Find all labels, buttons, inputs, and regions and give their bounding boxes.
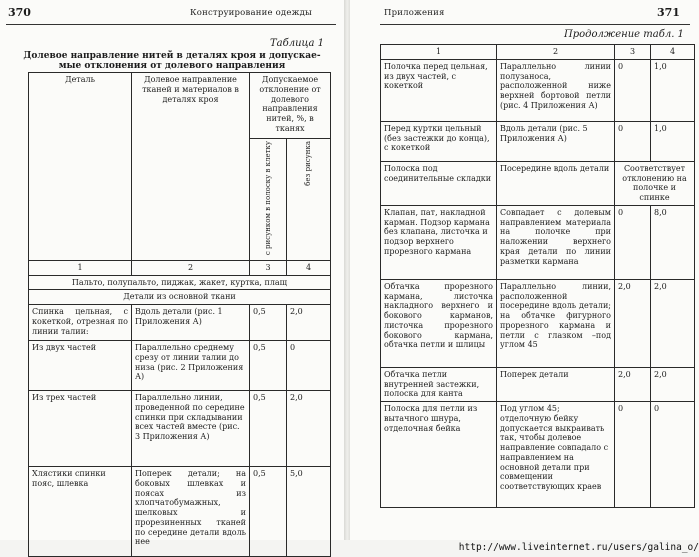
left-table: [28, 72, 331, 557]
table-row: Из трех частей Параллельно линии, проведенной по середине спинки при складывании всех частей вместе (рис. 3 Приложения А) 0,5 2,0: [29, 391, 331, 467]
table-row: Перед куртки цельный (без застежки до конца), с кокеткой Вдоль детали (рис. 5 Приложения А) 0 1,0: [381, 121, 695, 161]
col-number-1: 1: [381, 45, 497, 60]
right-page-number: 371: [657, 6, 680, 19]
table-title-line-2: мые отклонения от долевого направления: [58, 61, 286, 72]
col-number-3: 3: [615, 45, 651, 60]
left-running-head: Конструирование одежды: [190, 8, 313, 18]
left-header-rule: [6, 24, 336, 25]
table-row: Полоска для петли из вытачного шнура, отделочная бейка Под углом 45; отделочную бейку допускается выкраивать так, чтобы долевое направление совпадало с направлением на основной детали при совмещении соответствующих краев 0 0: [381, 402, 695, 508]
source-watermark-url: http://www.liveinternet.ru/users/galina_o/: [458, 542, 699, 553]
col-number-3: 3: [250, 260, 287, 275]
col-number-2: 2: [497, 45, 615, 60]
table-row: Клапан, пат, накладной карман. Подзор кармана без клапана, листочка и подзор верхнего прорезного кармана Совпадает с долевым направлением материала на полочке при наложении верхнего края детали по линии разметки кармана 0 8,0: [381, 205, 695, 279]
section-title: Пальто, полупальто, пиджак, жакет, куртка, плащ: [29, 275, 331, 290]
table-row: Полоска под соединительные складки Посередине вдоль детали Соответствует отклонению на полочке и спинке: [381, 161, 695, 205]
table-row: Обтачка петли внутренней застежки, полоска для канта Поперек детали 2,0 2,0: [381, 367, 695, 401]
subsection-title: Детали из основной ткани: [29, 290, 331, 305]
table-row: Хлястики спинки пояс, шлевка Поперек детали; на боковых шлевках и поясах из хлопчатобумажных, шелковых и прорезиненных тканей по середине детали вдоль нее 0,5 5,0: [29, 467, 331, 557]
right-page: [350, 0, 699, 540]
table-row: Обтачка прорезного кармана, листочка накладного верхнего и бокового карманов, листочка прорезного бокового кармана, обтачка петли и шлицы Параллельно линии, расположенной посередине вдоль детали; на обтачке фигурного прорезного кармана и петли с глазком –под углом 45 2,0 2,0: [381, 279, 695, 367]
table-row: Спинка цельная, с кокеткой, отрезная по линии талии: Вдоль детали (рис. 1 Приложения А) 0,5 2,0: [29, 305, 331, 341]
col-number-4: 4: [287, 260, 331, 275]
table-row: Полочка перед цельная, из двух частей, с кокеткой Параллельно линии полузаноса, расположенной ниже верхней бортовой петли (рис. 4 Приложения А) 0 1,0: [381, 59, 695, 121]
header-patterned: с рисунком в полоску в клетку: [250, 139, 287, 261]
table-row: Из двух частей Параллельно среднему срезу от линии талии до низа (рис. 2 Приложения А) 0,5 0: [29, 341, 331, 391]
left-table-caption: Таблица 1: [270, 38, 325, 49]
table-title-line-1: Долевое направление нитей в деталях кроя и допускае-: [23, 51, 321, 61]
right-running-head: Приложения: [384, 8, 445, 18]
header-detail: Деталь: [29, 73, 132, 261]
right-table: [380, 44, 695, 508]
right-table-caption: Продолжение табл. 1: [564, 29, 684, 40]
col-number-2: 2: [132, 260, 250, 275]
header-plain: без рисунка: [287, 139, 331, 261]
header-deviation: Допускаемое отклонение от долевого направления нитей, %, в тканях: [250, 73, 331, 139]
table-title: [14, 51, 330, 72]
header-direction: Долевое направление тканей и материалов в деталях кроя: [132, 73, 250, 261]
right-header-rule: [380, 24, 690, 25]
col-number-4: 4: [651, 45, 695, 60]
left-page: [0, 0, 346, 547]
col-number-1: 1: [29, 260, 132, 275]
left-page-number: 370: [8, 6, 31, 19]
